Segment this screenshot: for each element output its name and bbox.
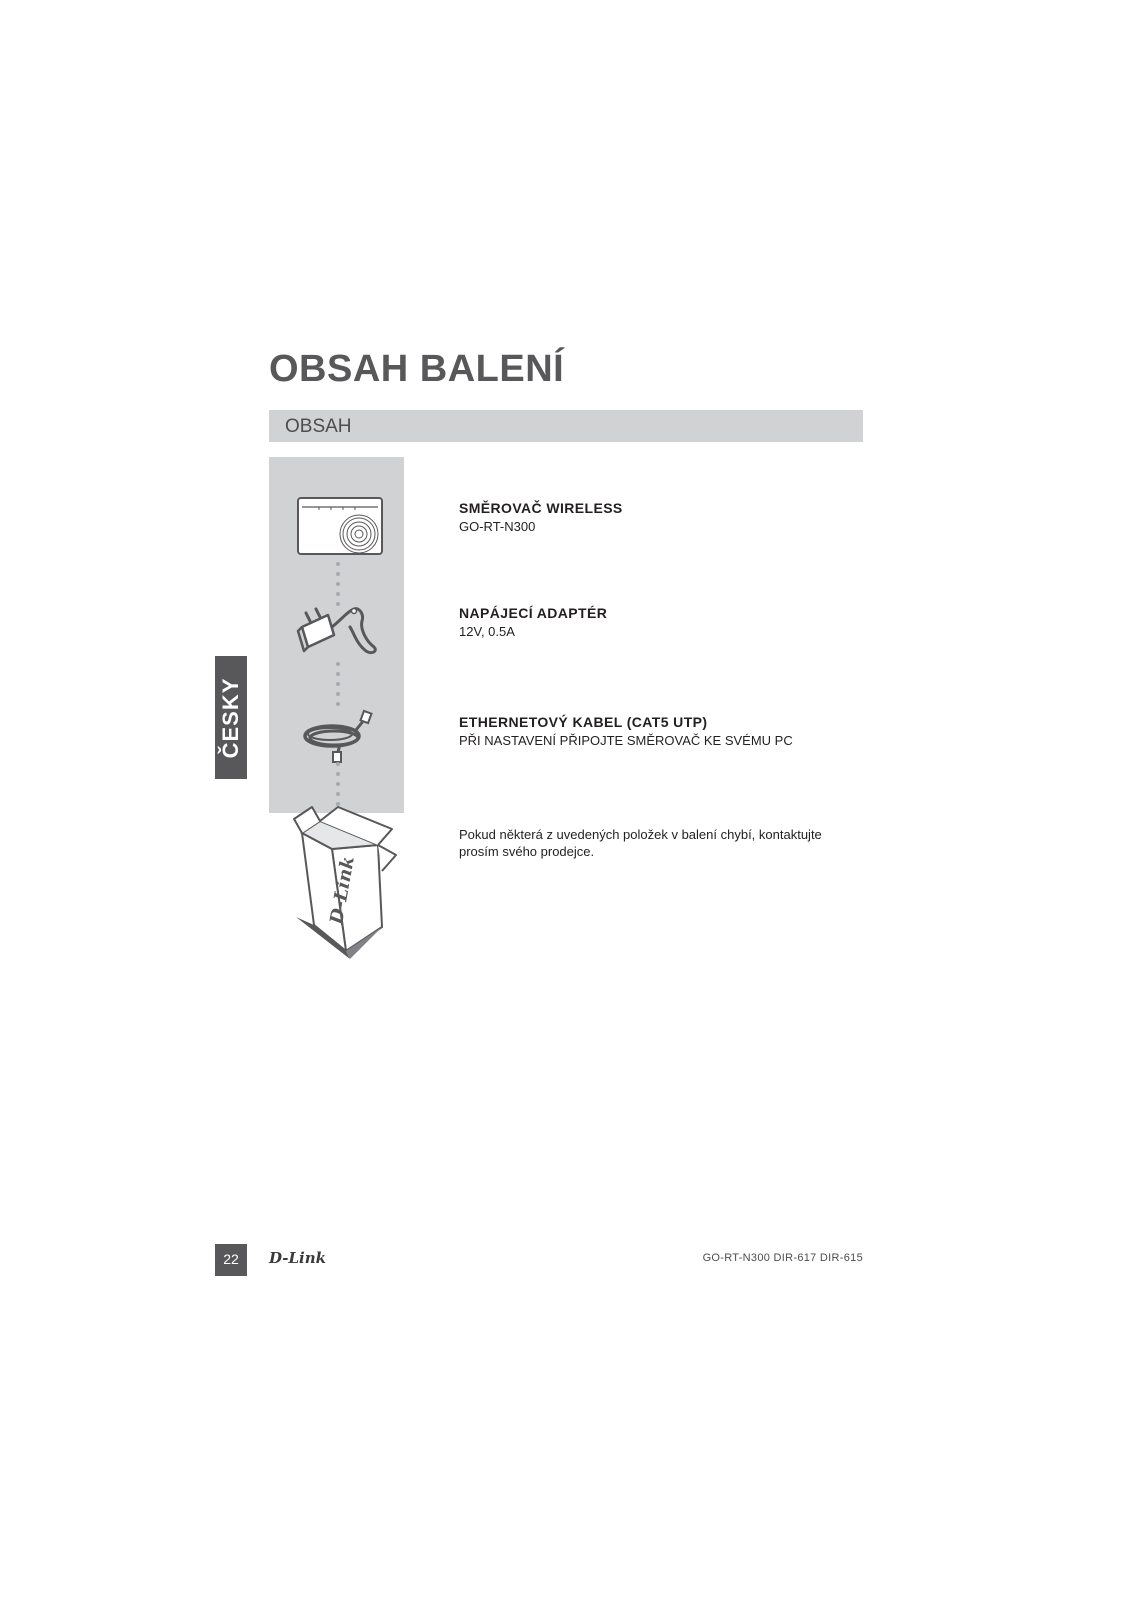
- page-number-box: [215, 1244, 247, 1276]
- item-title: NAPÁJECÍ ADAPTÉR: [459, 605, 608, 621]
- section-header-bar: [269, 410, 863, 442]
- item-title: SMĚROVAČ WIRELESS: [459, 500, 623, 516]
- language-label: ČESKY: [218, 677, 243, 758]
- connector-dots: [336, 662, 340, 712]
- list-item: [459, 499, 623, 536]
- open-box-icon: [292, 805, 400, 965]
- list-item: [459, 713, 793, 750]
- router-icon: [297, 497, 383, 555]
- power-adapter-icon: [296, 607, 378, 659]
- footer-model-list: GO-RT-N300 DIR-617 DIR-615: [702, 1252, 863, 1264]
- language-tab: [215, 656, 247, 779]
- item-description: 12V, 0.5A: [459, 624, 515, 639]
- section-label: OBSAH: [285, 416, 352, 437]
- missing-items-note: Pokud některá z uvedených položek v balení chybí, kontaktujte prosím svého prodejce.: [459, 827, 822, 859]
- item-description: PŘI NASTAVENÍ PŘIPOJTE SMĚROVAČ KE SVÉMU PC: [459, 733, 793, 748]
- dlink-logo: D-Link: [269, 1249, 327, 1267]
- item-title: ETHERNETOVÝ KABEL (CAT5 UTP): [459, 714, 708, 730]
- page-title: OBSAH BALENÍ: [269, 348, 565, 390]
- svg-text:D-Link: D-Link: [326, 854, 359, 926]
- ethernet-cable-icon: [300, 710, 376, 764]
- page-number: 22: [223, 1251, 239, 1267]
- connector-dots: [336, 562, 340, 612]
- item-description: GO-RT-N300: [459, 519, 536, 534]
- list-item: [459, 604, 607, 641]
